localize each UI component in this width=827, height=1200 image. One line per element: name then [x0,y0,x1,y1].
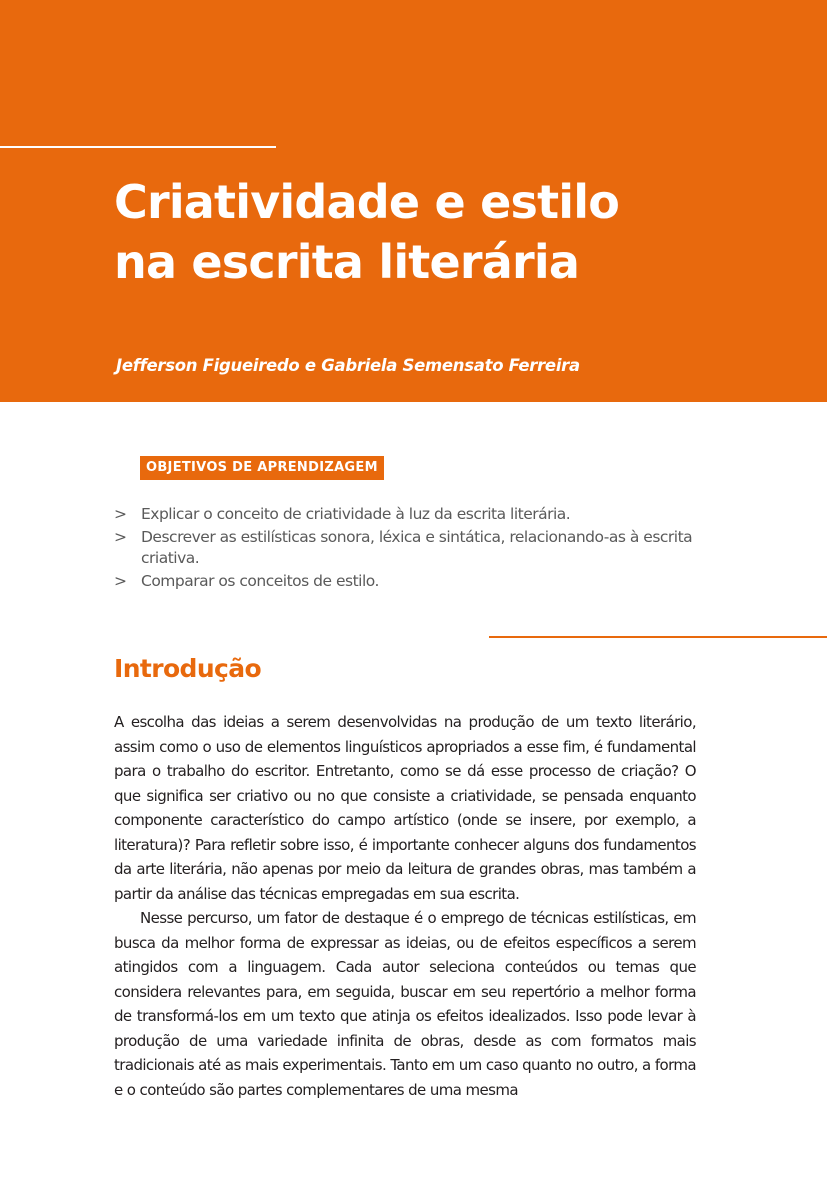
section-heading: Introdução [114,654,262,683]
body-paragraph: A escolha das ideias a serem desenvolvidas na produção de um texto literário, assim como o uso de elementos linguísticos apropriados a esse fim, é fundamental para o trabalho do escritor. Entretanto, como se dá esse processo de criação? O que significa ser criativo ou no que consiste a criatividade, se pensada enquanto componente característico do campo artístico (onde se insere, por exemplo, a literatura)? Para refletir sobre isso, é importante conhecer alguns dos fundamentos da arte literária, não apenas por meio da leitura de grandes obras, mas também a partir da análise das técnicas empregadas em sua escrita. [114,713,696,903]
learning-objectives-list [114,504,714,594]
objective-text: Explicar o conceito de criatividade à luz da escrita literária. [141,505,571,523]
objective-text: Descrever as estilísticas sonora, léxica e sintática, relacionando-as à escrita criativa. [141,528,693,567]
section-divider [489,636,827,638]
learning-objectives-label: OBJETIVOS DE APRENDIZAGEM [140,456,384,480]
chapter-title-line-1: Criatividade e estilo [114,175,619,229]
chapter-title [114,172,794,292]
chapter-authors: Jefferson Figueiredo e Gabriela Semensato Ferreira [116,356,580,375]
chevron-right-icon: > [114,528,127,546]
section-body [114,710,696,1102]
objective-item [114,571,714,592]
body-paragraph: Nesse percurso, um fator de destaque é o emprego de técnicas estilísticas, em busca da melhor forma de expressar as ideias, ou de efeitos específicos a serem atingidos com a linguagem. Cada autor seleciona conteúdos ou temas que considera relevantes para, em seguida, buscar em seu repertório a melhor forma de transformá-los em um texto que atinja os efeitos idealizados. Isso pode levar à produção de uma variedade infinita de obras, desde as com formatos mais tradicionais até as mais experimentais. Tanto em um caso quanto no outro, a forma e o conteúdo são partes complementares de uma mesma [114,909,696,1099]
chevron-right-icon: > [114,572,127,590]
objective-item [114,527,714,569]
objective-text: Comparar os conceitos de estilo. [141,572,379,590]
chevron-right-icon: > [114,505,127,523]
objective-item [114,504,714,525]
header-divider [0,146,276,148]
chapter-title-line-2: na escrita literária [114,235,580,289]
